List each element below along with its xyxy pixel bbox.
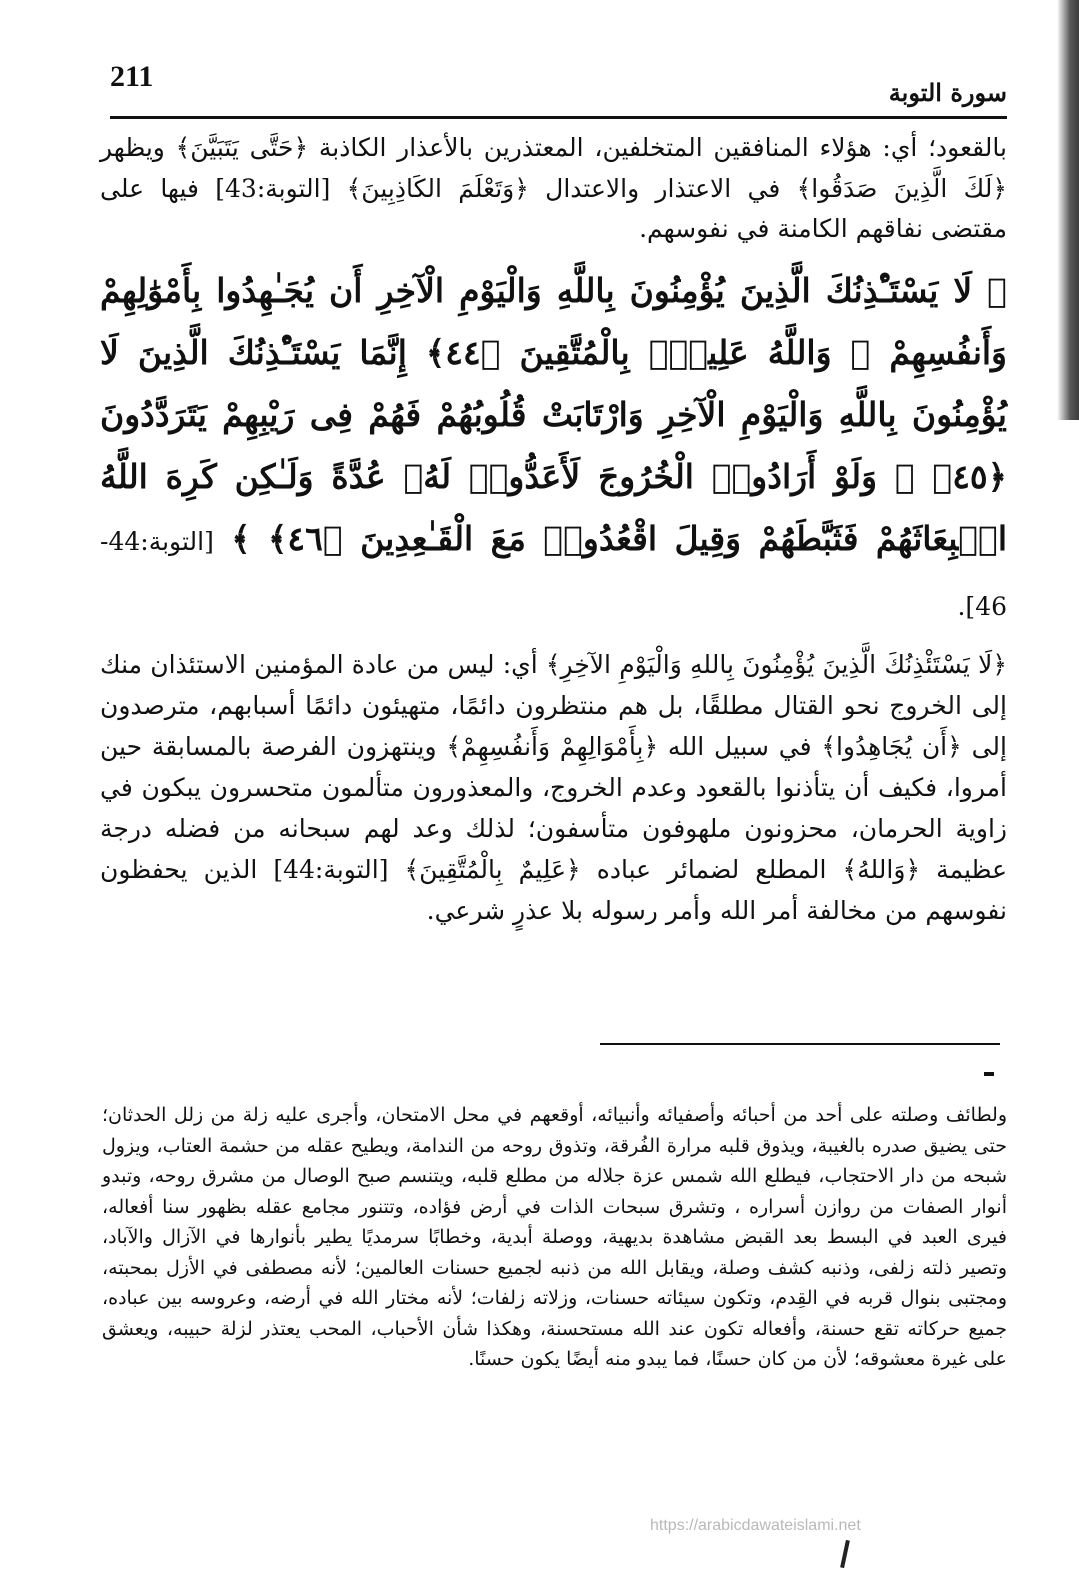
watermark-url: https://arabicdawateislami.net xyxy=(650,1517,861,1534)
page-number: 211 xyxy=(110,60,154,93)
main-text xyxy=(100,128,1007,931)
verse-reference: [التوبة:44-46]. xyxy=(100,526,1007,621)
pen-mark xyxy=(840,1540,850,1568)
verse-text: ﴿ لَا يَسْتَـْٔذِنُكَ الَّذِينَ يُؤْمِنُونَ بِاللَّهِ وَالْيَوْمِ الْآخِرِ أَن يُجَـٰهِدُوا بِأَمْوَٰلِهِمْ وَأَنفُسِهِمْ ۗ وَاللَّهُ عَلِيمٌۢ بِالْمُتَّقِينَ ﴿٤٤﴾ إِنَّمَا يَسْتَـْٔذِنُكَ الَّذِينَ لَا يُؤْمِنُونَ بِاللَّهِ وَالْيَوْمِ الْآخِرِ وَارْتَابَتْ قُلُوبُهُمْ فَهُمْ فِى رَيْبِهِمْ يَتَرَدَّدُونَ ﴿٤٥﴾ ۞ وَلَوْ أَرَادُوا۟ الْخُرُوجَ لَأَعَدُّوا۟ لَهُۥ عُدَّةً وَلَـٰكِن كَرِهَ اللَّهُ انۢبِعَاثَهُمْ فَثَبَّطَهُمْ وَقِيلَ اقْعُدُوا۟ مَعَ الْقَـٰعِدِينَ ﴿٤٦﴾ ﴾ xyxy=(100,270,1007,558)
footnote-text: ولطائف وصلته على أحد من أحبائه وأصفيائه وأنبيائه، أوقعهم في محل الامتحان، وأجرى عليه زلة من زلل الحدثان؛ حتى يضيق صدره بالغيبة، ويذوق قلبه مرارة الفُرقة، وتذوق روحه من الندامة، ويطيح عقله من حشمة العتاب، ويزول شبحه من دار الاحتجاب، فيطلع الله شمس عزة جلاله من مطلع قلبه، ويتنسم صبح الوصال من مشرق روحه، وتبدو أنوار الصفات من روازن أسراره ، وتشرق سبحات الذات في أرض فؤاده، وتتنور مجامع عقله بظهور سنا أفعاله، فيرى العبد في البسط بعد القبض مشاهدة بديهية، ووصلة أبدية، وخطابًا سرمديًا يطير بأنوارها في الآزال والآباد، وتصير ذلته زلفى، وذنبه كشف وصلة، ويقابل الله من ذنبه لجميع حسنات العالمين؛ لأنه مصطفى في الأزل بمحبته، ومجتبى بنوال قربه في القِدم، وتكون سيئاته حسنات، وزلاته زلفات؛ لأنه مختار الله في أرضه، وعروسه بين عباده، جميع حركاته تقع حسنة، وأفعاله تكون عند الله مستحسنة، وهكذا شأن الأحباب، المحب يعتذر لزلة حبيبه، ويعشق على غيرة معشوقه؛ لأن من كان حسنًا، فما يبدو منه أيضًا يكون حسنًا. xyxy=(102,1104,1007,1370)
footnote-marker xyxy=(984,1072,994,1076)
header-divider xyxy=(110,116,1007,119)
intro-paragraph: بالقعود؛ أي: هؤلاء المنافقين المتخلفين، المعتذرين بالأعذار الكاذبة ﴿حَتَّى يَتَبَيَّنَ﴾ ويظهر ﴿لَكَ الَّذِينَ صَدَقُوا﴾ في الاعتذار والاعتدال ﴿وَتَعْلَمَ الكَاذِبِينَ﴾ [التوبة:43] فيها على مقتضى نفاقهم الكامنة في نفوسهم. xyxy=(100,133,1007,243)
footnote-divider xyxy=(600,1043,1000,1045)
page-header xyxy=(110,58,1007,114)
commentary-paragraph: ﴿لَا يَسْتَئْذِنُكَ الَّذِينَ يُؤْمِنُونَ بِاللهِ وَالْيَوْمِ الآخِرِ﴾ أي: ليس من عادة المؤمنين الاستئذان منك إلى الخروج نحو القتال مطلقًا، بل هم منتظرون دائمًا، متهيئون دائمًا أسبابهم، مترصدون إلى ﴿أَن يُجَاهِدُوا﴾ في سبيل الله ﴿بِأَمْوَالِهِمْ وَأَنفُسِهِمْ﴾ وينتهزون الفرصة بالمسابقة حين أمروا، فكيف أن يتأذنوا بالقعود وعدم الخروج، والمعذورون متألمون متحسرون يبكون في زاوية الحرمان، محزونون ملهوفون متأسفون؛ لذلك وعد لهم سبحانه من فضله درجة عظيمة ﴿وَاللهُ﴾ المطلع لضمائر عباده ﴿عَلِيمٌ بِالْمُتَّقِينَ﴾ [التوبة:44] الذين يحفظون نفوسهم من مخالفة أمر الله وأمر رسوله بلا عذرٍ شرعي. xyxy=(100,649,1008,925)
quran-verse-block xyxy=(100,260,1007,638)
running-title: سورة التوبة xyxy=(888,78,1007,107)
scan-shadow-edge xyxy=(1057,0,1079,420)
